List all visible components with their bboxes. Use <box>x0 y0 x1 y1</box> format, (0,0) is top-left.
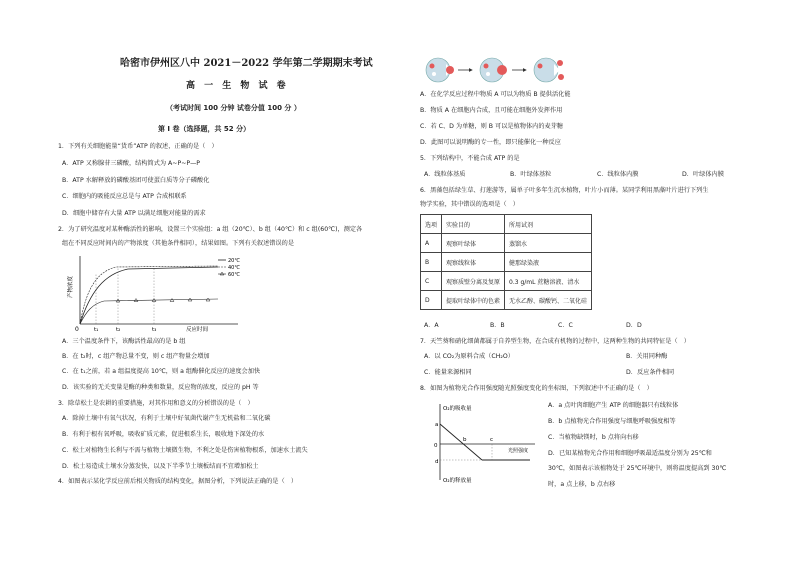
light-curve <box>440 424 482 460</box>
option: C．C <box>558 322 573 329</box>
table-cell: D <box>421 291 442 310</box>
question-text: 1．下列有关细胞能量“货币”ATP 的叙述，正确的是（ ） <box>58 143 218 150</box>
exam-subtitle: 高 一 生 物 试 卷 <box>186 81 289 91</box>
option: 30℃，如图表示该植物处于 25℃环境中，则将温度提高到 30℃ <box>548 465 727 472</box>
table-cell: 观察叶绿体 <box>442 234 505 253</box>
option: D．该实验的无关变量是酶的种类和数量，反应物的浓度，反应的 pH 等 <box>62 384 259 391</box>
option: C．细胞内的吸能反应总是与 ATP 合成相联系 <box>62 193 187 200</box>
section-heading: 第 I 卷（选择题，共 52 分） <box>158 125 251 133</box>
option: D．D <box>626 322 642 329</box>
option: C．在 t₁之前，若 a 组温度提高 10℃，则 a 组酶催化反应的速度会加快 <box>62 368 261 375</box>
table-header-row <box>421 215 592 234</box>
question-text: 组在不同反应时间内的产物浓度（其他条件相同），结果如图。下列有关叙述错误的是 <box>62 240 295 247</box>
table-row <box>421 291 592 310</box>
tick-label: t₂ <box>116 327 121 333</box>
legend-60: 60℃ <box>228 272 240 278</box>
table-cell: A <box>421 234 442 253</box>
legend-20: 20℃ <box>228 258 240 264</box>
option: 时，a 点上移，b 点右移 <box>548 481 616 488</box>
enzyme-shape-3 <box>534 58 564 82</box>
exam-title: 哈密市伊州区八中 2021－2022 学年第二学期期末考试 <box>120 58 373 69</box>
option: C．能量来源相同 <box>424 369 472 376</box>
curve-40 <box>80 266 218 324</box>
option: B．叶绿体基粒 <box>510 171 552 178</box>
table-cell: 无水乙醇、碳酸钙、二氧化硅 <box>505 291 592 310</box>
option: D．此图可以说明酶的专一性，即只能催化一种反应 <box>420 139 561 146</box>
option: C．当植物缺镁时，b 点将向右移 <box>548 434 639 441</box>
photosynthesis-graph <box>430 400 540 486</box>
point-b-label: b <box>463 437 467 443</box>
point-d-label: d <box>435 459 439 465</box>
x-axis-label: 光照强度 <box>508 448 529 454</box>
experiment-table <box>420 214 592 310</box>
option: C．线粒体内膜 <box>597 171 639 178</box>
option: D．叶绿体内膜 <box>682 171 724 178</box>
enzyme-shape-2 <box>480 58 507 82</box>
table-row <box>421 272 592 291</box>
question-5-text: 5．下列结构中，不能合成 ATP 的是 <box>420 155 520 162</box>
question-8-text: 8．如图为植物光合作用强度随光照强度变化的坐标图，下列叙述中不正确的是（ ） <box>420 385 653 392</box>
question-6-text: 物学实验，其中错误的选项是（ ） <box>420 201 519 208</box>
option: A．线粒体基质 <box>424 171 466 178</box>
option: D．反应条件相同 <box>626 369 675 376</box>
table-header: 选项 <box>421 215 442 234</box>
option: D．已知某植物光合作用和细胞呼吸最适温度分别为 25℃和 <box>548 450 712 457</box>
option: A．在化学反应过程中物质 A 可以为物质 B 提供活化能 <box>420 91 571 98</box>
option: B．物质 A 在细胞内合成，且可能在细胞外发挥作用 <box>420 107 563 114</box>
point-a-label: a <box>435 422 439 428</box>
option: B．B <box>490 322 505 329</box>
tick-label: t₁ <box>94 327 99 333</box>
option: B．有利于根有氧呼吸，吸收矿质元素，促进根系生长，吸收地下深处的水 <box>62 431 265 438</box>
question-6-text: 6．黑藻包括绿生草、打莲游等，属单子叶多年生沉水植物，叶片小而薄。某同学利用黑藻叶片进行下列生 <box>420 187 709 194</box>
option: B．b 点植物光合作用强度与细胞呼吸强度相等 <box>548 418 676 425</box>
curve-20 <box>80 267 218 324</box>
option: D．细胞中储存有大量 ATP 以满足细胞对能量的需求 <box>62 210 206 217</box>
option: A．除掉土壤中有氧气状况，有利于土壤中好氧菌代谢产生无机盐和二氧化碳 <box>62 415 271 422</box>
option: A．三个温度条件下，该酶活性最高的是 b 组 <box>62 338 186 345</box>
question-text: 3．除草松土是农耕的重要措施，对其作用和意义的分析错误的是（ ） <box>58 400 254 407</box>
curve-60 <box>80 299 218 324</box>
exam-time-note: （考试时间 100 分钟 试卷分值 100 分 ） <box>166 104 301 112</box>
question-7-text: 7．天竺葵和硝化细菌都属于自养型生物，在合成有机物的过程中，这两种生物的共同特征是（ ） <box>420 338 690 345</box>
enzyme-temperature-graph <box>58 252 248 334</box>
y-top-label: O₂的吸收量 <box>443 406 472 412</box>
x-axis-label: 反应时间 <box>186 327 209 333</box>
option: B．关用同种酶 <box>626 353 668 360</box>
y-bottom-label: O₂的释放量 <box>443 478 472 484</box>
y-axis-label: 产物浓度 <box>68 275 74 299</box>
option: A．A <box>424 322 439 329</box>
table-cell: 蒸馏水 <box>505 234 592 253</box>
enzyme-reaction-figure <box>420 54 568 86</box>
option: C．松土对植物生长利与不需与植物土壤微生物，不利之处是伤害植物根系，加速水土流失 <box>62 447 308 454</box>
option: A．a 点叶肉细胞产生 ATP 的细胞器只有线粒体 <box>548 402 679 409</box>
table-cell: 健那绿染液 <box>505 253 592 272</box>
option: B．ATP 水解释放的磷酸基团可使蛋白质等分子磷酸化 <box>62 177 210 184</box>
table-row <box>421 234 592 253</box>
table-header: 所用试剂 <box>505 215 592 234</box>
option: A．ATP 又称腺苷三磷酸，结构简式为 A~P~P—P <box>62 160 201 167</box>
question-4-text: 4．如图表示某化学反应前后相关物质的结构变化，据图分析，下列说法正确的是（ ） <box>58 478 298 485</box>
origin-label: 0 <box>75 326 79 333</box>
option: C．若 C、D 为单糖，则 B 可以是植物体内的麦芽糖 <box>420 123 564 130</box>
option: D．松土易造成土壤水分蒸发快，以及下半季节土壤板结而不宜增加松土 <box>62 463 259 470</box>
table-cell: 0.3 g/mL 蔗糖溶液、清水 <box>505 272 592 291</box>
option: B．在 t₂时，c 组产物总量不变，则 c 组产物量会增加 <box>62 353 210 360</box>
table-cell: C <box>421 272 442 291</box>
table-cell: B <box>421 253 442 272</box>
table-header: 实验目的 <box>442 215 505 234</box>
option: A．以 CO₂为原料合成（CH₂O） <box>424 353 514 360</box>
question-text: 2．为了研究温度对某种酶活性的影响，设置三个实验组：a 组（20℃）、b 组（40℃）和 c 组(60℃)，测定各 <box>58 226 363 233</box>
enzyme-shape-1 <box>426 58 454 82</box>
tick-label: t₃ <box>152 327 157 333</box>
table-row <box>421 253 592 272</box>
table-cell: 观察质壁分离及复原 <box>442 272 505 291</box>
table-cell: 观察线粒体 <box>442 253 505 272</box>
legend-40: 40℃ <box>228 265 240 271</box>
table-cell: 提取叶绿体中的色素 <box>442 291 505 310</box>
point-c-label: c <box>490 437 494 443</box>
origin-label: 0 <box>434 443 438 449</box>
